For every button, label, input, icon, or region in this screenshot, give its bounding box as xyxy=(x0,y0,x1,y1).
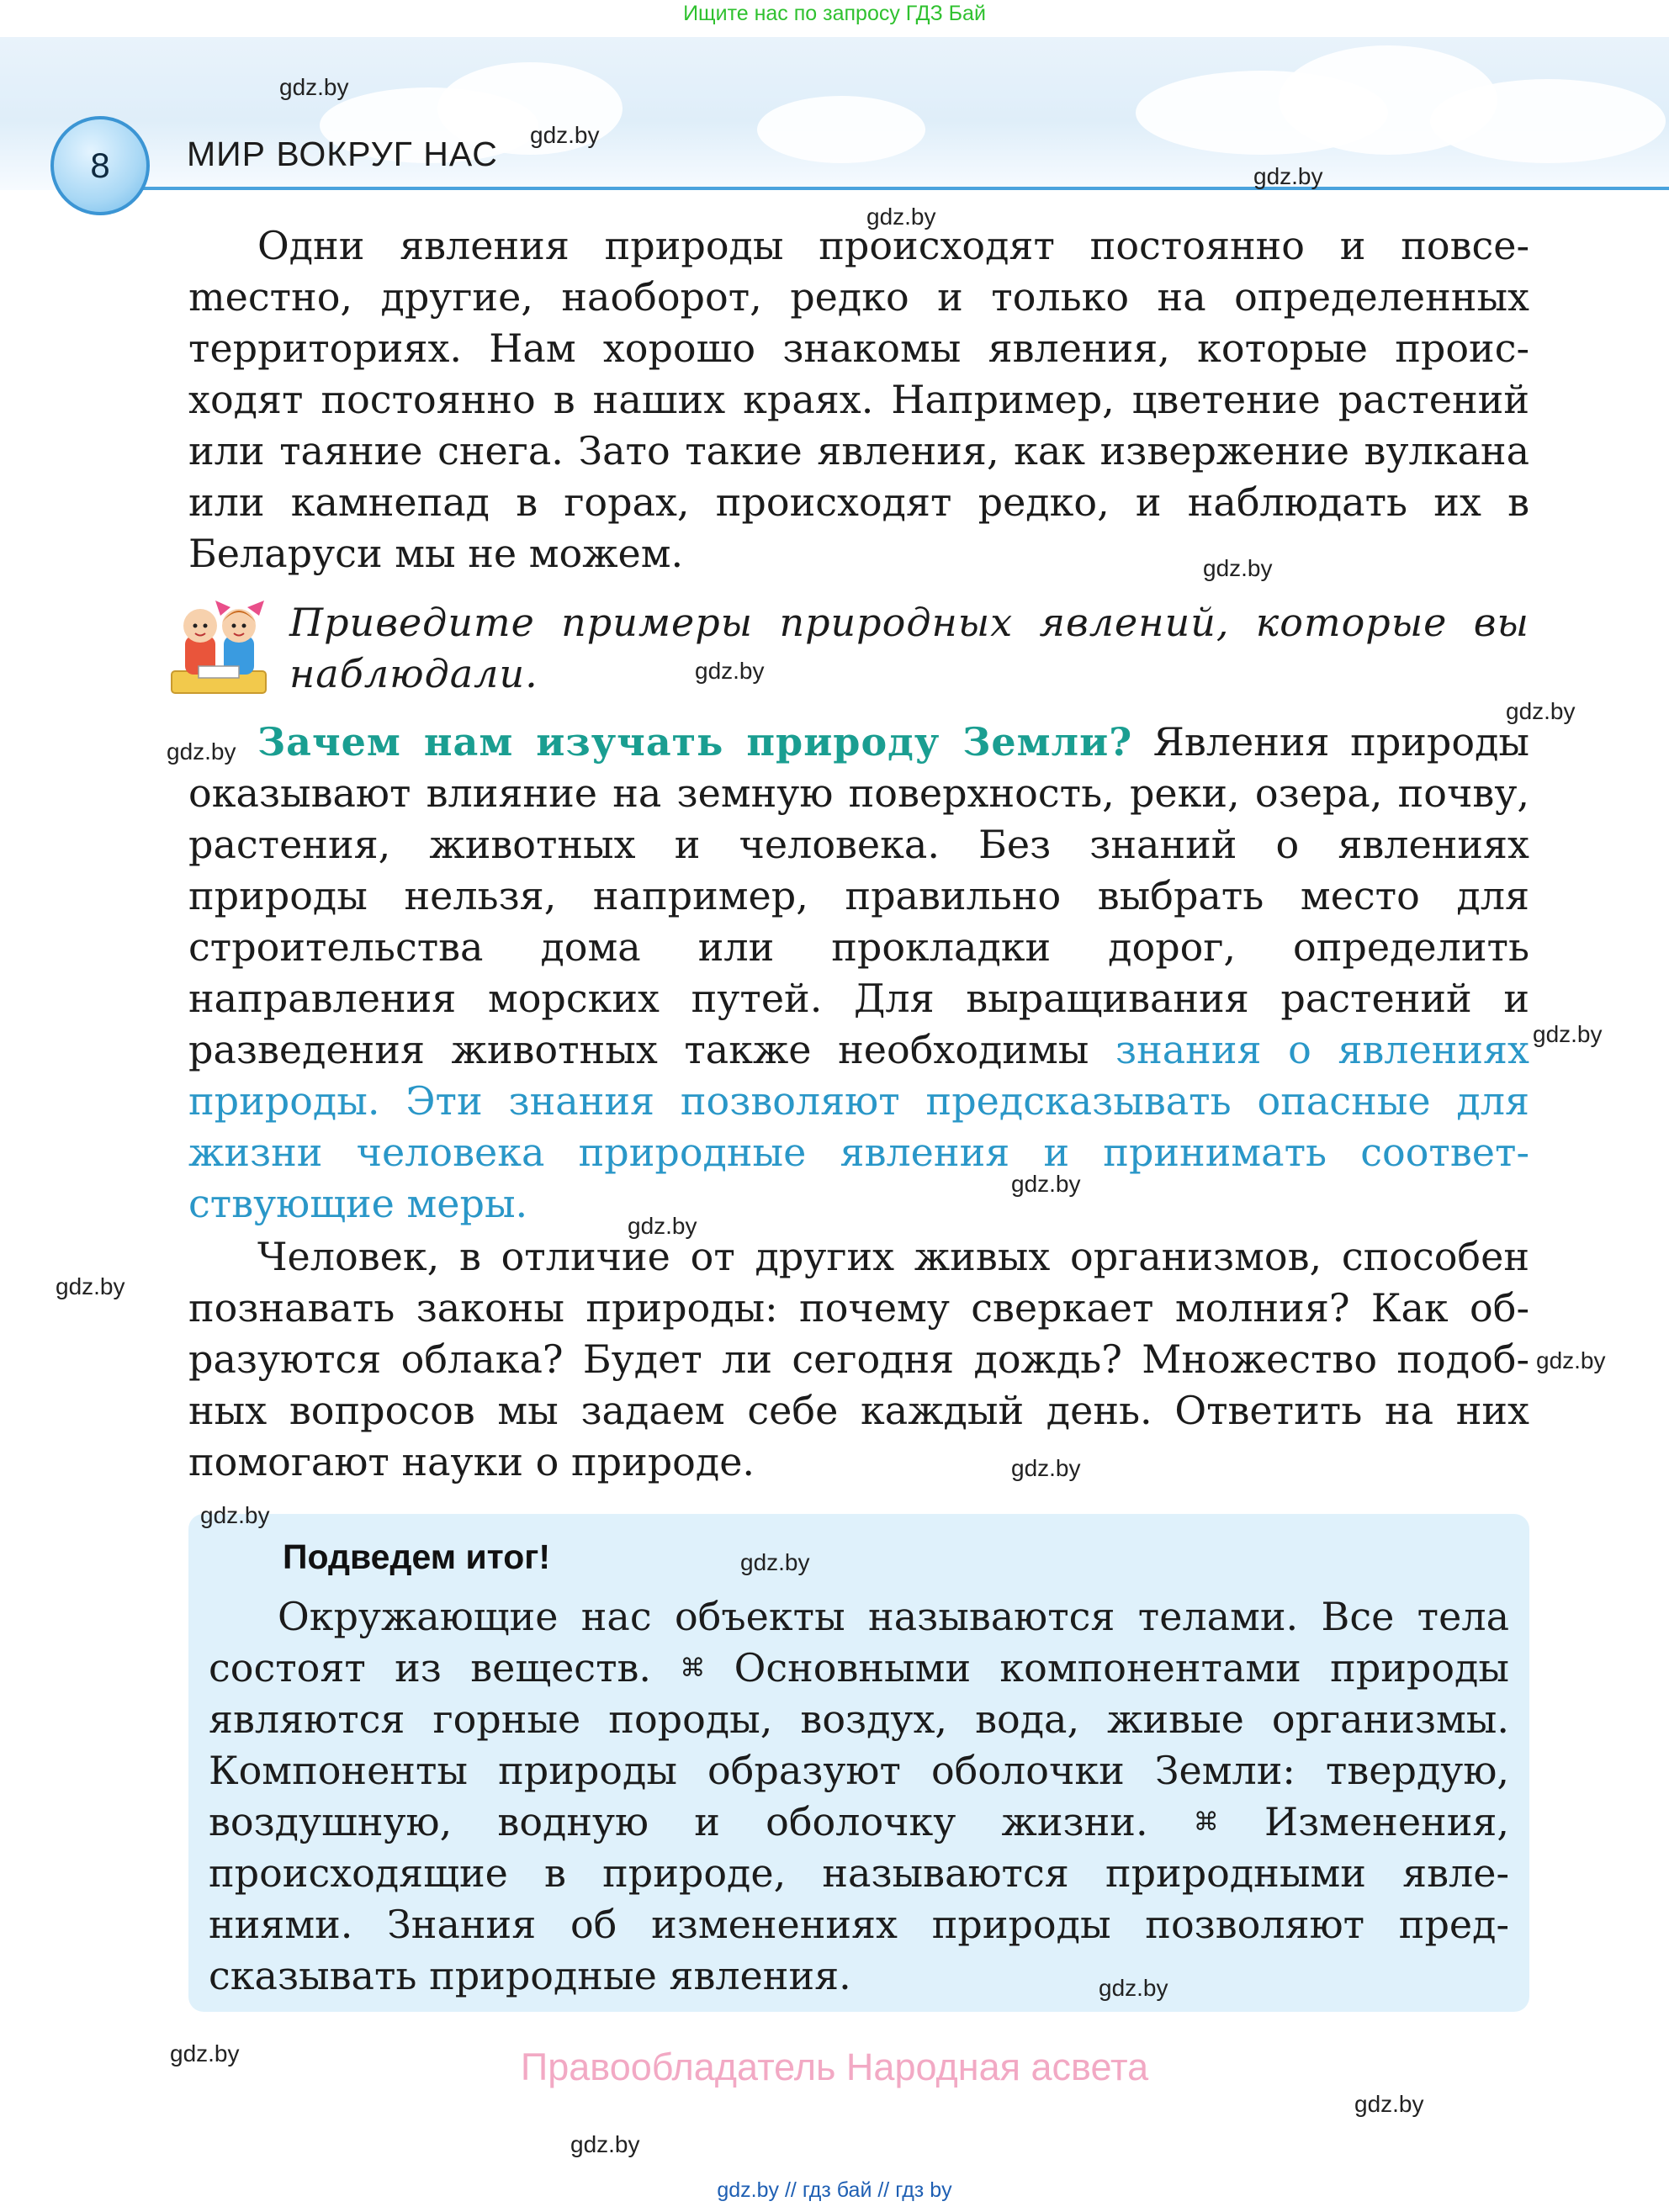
paragraph-heading: Зачем нам изучать природу Земли? xyxy=(257,719,1133,765)
children-reading-icon xyxy=(165,599,273,698)
page-number-text: 8 xyxy=(90,146,110,185)
watermark: gdz.by xyxy=(1354,2091,1424,2117)
summary-part-2: Основными компонентами природы являются горные породы, воздух, вода, живые организмы. Компоненты природы образуют оболочки Земли: твердую, воздушную, водную и оболочку жизни. xyxy=(209,1645,1509,1844)
bullet-marker-icon: ⌘ xyxy=(1193,1807,1219,1837)
bullet-marker-icon: ⌘ xyxy=(680,1654,706,1683)
header-divider xyxy=(126,187,1669,190)
watermark: gdz.by xyxy=(170,2040,240,2066)
highlighted-text: знания о явлениях природы. Эти знания позволяют предсказывать опасные для жизни человека природные явления и принимать соответствующие меры. xyxy=(188,1027,1530,1226)
watermark: gdz.by xyxy=(1536,1347,1606,1373)
paragraph-why-study xyxy=(188,717,1529,1230)
watermark: gdz.by xyxy=(740,1549,810,1575)
summary-part-3: Изменения, происходящие в природе, называются природными явлениями. Знания об изменениях природы позволяют предсказывать природные явления. xyxy=(209,1799,1510,1998)
paragraph-phenomena: Одни явления природы происходят постоянно и повсеmестно, другие, наоборот, редко и только на определенных территориях. Нам хорошо знакомы явления, которые происходят постоянно в наших краях. Например, цветение растений или таяние снега. Зато такие явления, как извержение вулкана или камнепад в горах, происходят редко, и наблюдать их в Беларуси мы не можем. xyxy=(188,223,1529,576)
watermark: gdz.by xyxy=(200,1502,270,1528)
watermark: gdz.by xyxy=(1506,698,1576,724)
section-title: МИР ВОКРУГ НАС xyxy=(187,135,498,173)
paragraph-body: Явления природы оказывают влияние на земную поверхность, реки, озера, почву, растения, животных и человека. Без знаний о явлениях природы нельзя, например, правильно выбрать место для строительства дома или прокладки дорог, определить направления морских путей. Для выращивания растений и разведения животных также необходимы xyxy=(188,719,1529,1072)
watermark: gdz.by xyxy=(695,658,765,684)
paragraph-human: Человек, в отличие от других живых организмов, способен познавать законы природы: почему сверкает молния? Как образуются облака? Будет ли сегодня дождь? Множество подобных вопросов мы задаем себе каждый день. Ответить на них помогают науки о природе. xyxy=(188,1234,1529,1484)
watermark: gdz.by xyxy=(570,2131,640,2157)
watermark: gdz.by xyxy=(56,1273,125,1299)
watermark: gdz.by xyxy=(167,738,236,765)
watermark: gdz.by xyxy=(628,1213,697,1239)
page-number xyxy=(50,116,150,215)
watermark: gdz.by xyxy=(1011,1171,1081,1197)
watermark: gdz.by xyxy=(1253,163,1323,189)
watermark: gdz.by xyxy=(530,122,600,148)
watermark: gdz.by xyxy=(279,74,349,100)
top-note: Ищите нас по запросу ГДЗ Бай xyxy=(683,2,986,25)
watermark: gdz.by xyxy=(1011,1455,1081,1481)
watermark: gdz.by xyxy=(1203,555,1273,581)
summary-part-1: Окружающие нас объекты называются телами. Все тела состоят из веществ. xyxy=(209,1594,1509,1691)
footer-links[interactable]: gdz.by // гдз бай // гдз by xyxy=(717,2178,952,2202)
summary-text xyxy=(209,1591,1509,2002)
watermark: gdz.by xyxy=(1099,1975,1168,2001)
question-text: Приведите примеры природных явлений, которые вы наблюдали. xyxy=(289,600,1529,696)
watermark: gdz.by xyxy=(866,204,936,230)
summary-title: Подведем итог! xyxy=(283,1537,550,1576)
copyright-notice: Правообладатель Народная асвета xyxy=(520,2045,1149,2088)
watermark: gdz.by xyxy=(1533,1021,1603,1047)
